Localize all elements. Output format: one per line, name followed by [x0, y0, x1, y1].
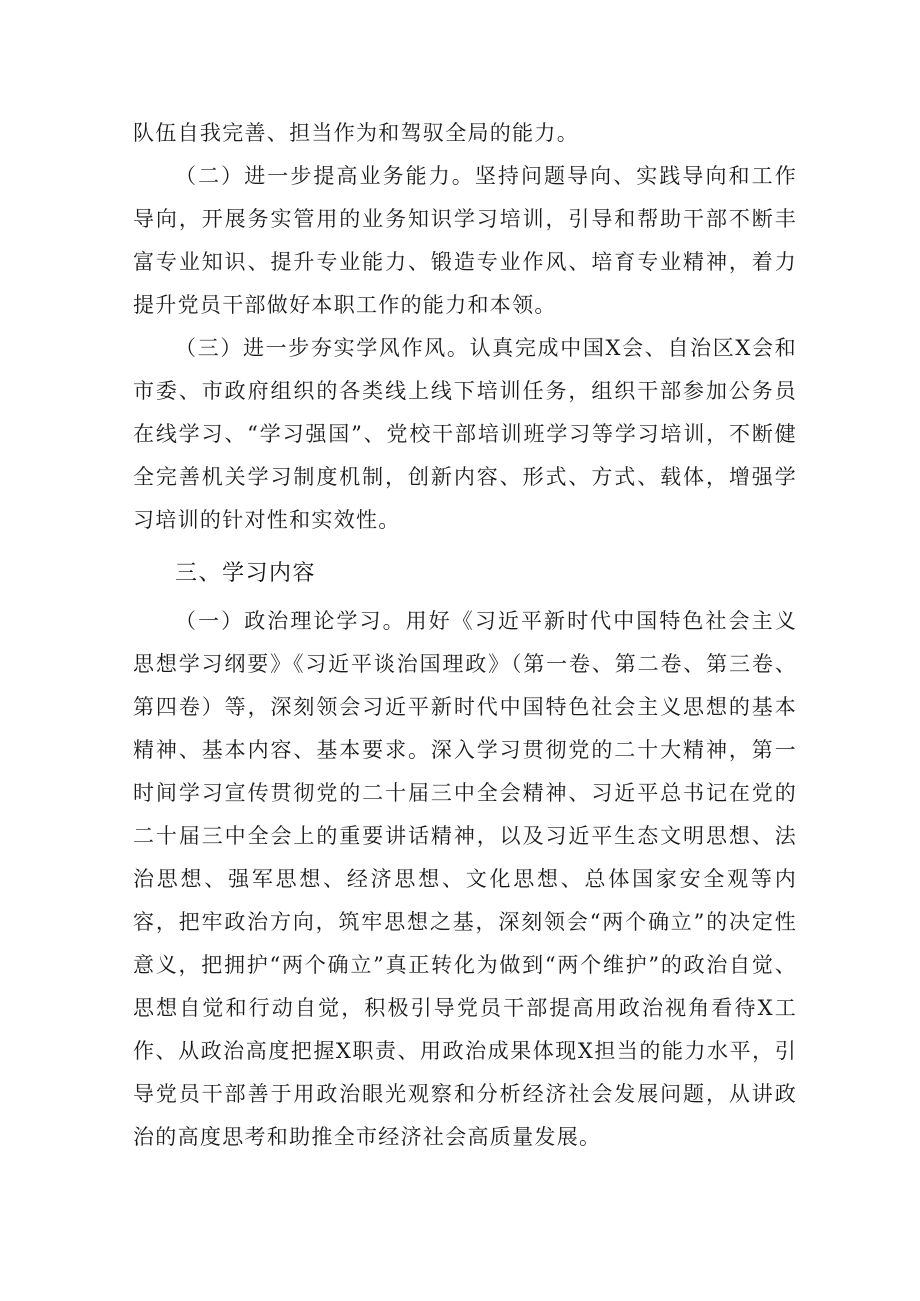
- document-body: [133, 112, 797, 1159]
- paragraph-business-ability: （二）进一步提高业务能力。坚持问题导向、实践导向和工作导向，开展务实管用的业务知识学习培训，引导和帮助干部不断丰富专业知识、提升专业能力、锻造专业作风、培育专业精神，着力提升党员干部做好本职工作的能力和本领。: [133, 164, 797, 317]
- section-heading-study-content: 三、学习内容: [175, 561, 317, 586]
- paragraph-continued: 队伍自我完善、担当作为和驾驭全局的能力。: [133, 121, 579, 145]
- paragraph-study-style: （三）进一步夯实学风作风。认真完成中国X会、自治区X会和市委、市政府组织的各类线上线下培训任务，组织干部参加公务员在线学习、“学习强国”、党校干部培训班学习等学习培训，不断健全完善机关学习制度机制，创新内容、形式、方式、载体，增强学习培训的针对性和实效性。: [133, 336, 797, 532]
- paragraph-political-theory: （一）政治理论学习。用好《习近平新时代中国特色社会主义思想学习纲要》《习近平谈治国理政》（第一卷、第二卷、第三卷、第四卷）等，深刻领会习近平新时代中国特色社会主义思想的基本精神、基本内容、基本要求。深入学习贯彻党的二十大精神，第一时间学习宣传贯彻党的二十届三中全会精神、习近平总书记在党的二十届三中全会上的重要讲话精神，以及习近平生态文明思想、法治思想、强军思想、经济思想、文化思想、总体国家安全观等内容，把牢政治方向，筑牢思想之基，深刻领会“两个确立”的决定性意义，把拥护“两个确立”真正转化为做到“两个维护”的政治自觉、思想自觉和行动自觉，积极引导党员干部提高用政治视角看待X工作、从政治高度把握X职责、用政治成果体现X担当的能力水平，引导党员干部善于用政治眼光观察和分析经济社会发展问题，从讲政治的高度思考和助推全市经济社会高质量发展。: [133, 609, 797, 1149]
